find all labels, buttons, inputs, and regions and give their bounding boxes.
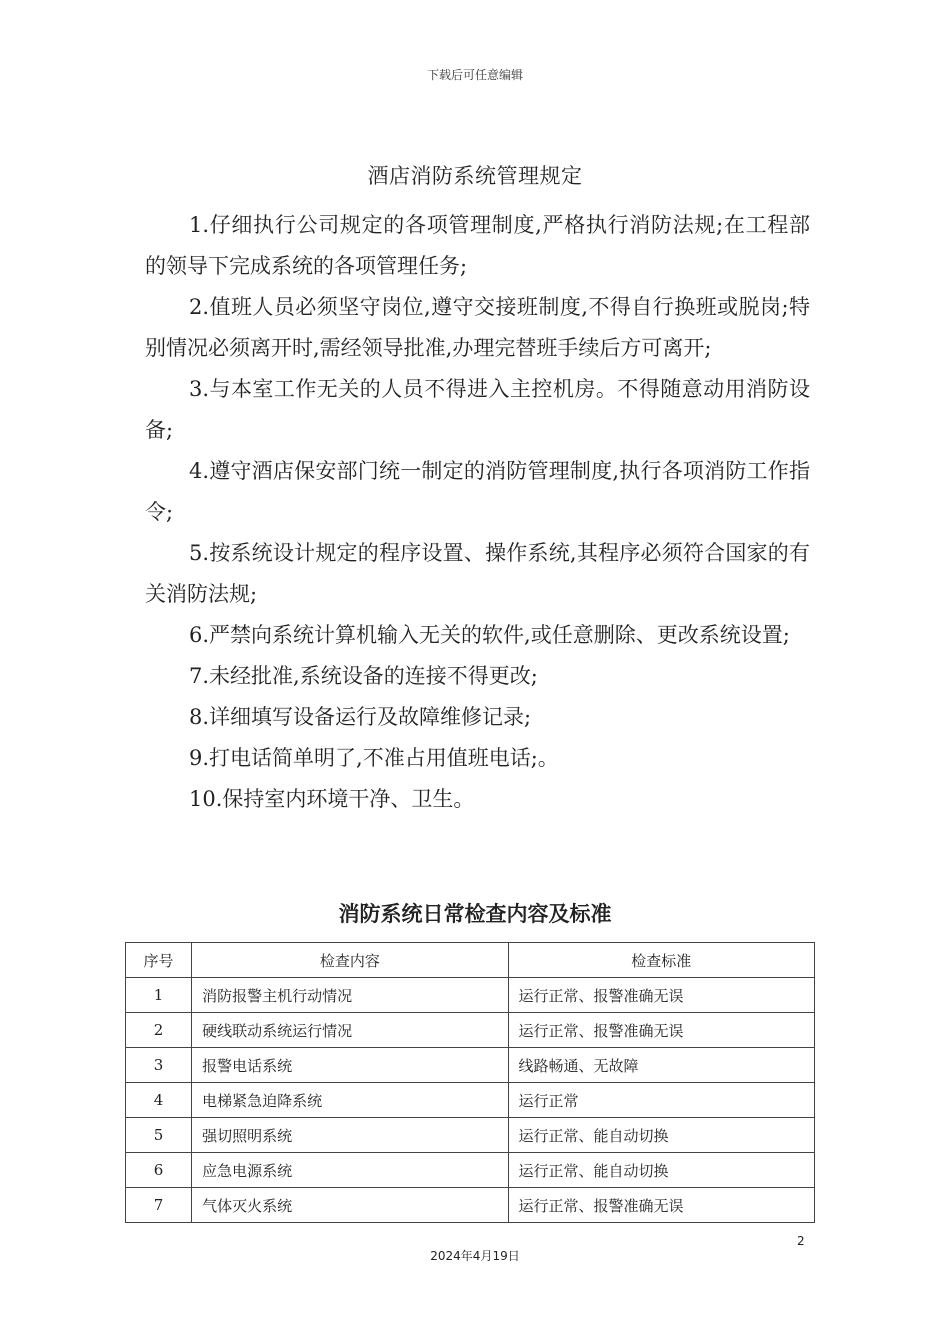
rule-item: 1.仔细执行公司规定的各项管理制度,严格执行消防法规;在工程部的领导下完成系统的各项管理任务; (145, 213, 810, 278)
row-content: 强切照明系统 (192, 1118, 508, 1153)
table-row (126, 1048, 815, 1083)
row-content: 报警电话系统 (192, 1048, 508, 1083)
rule-item: 8.详细填写设备运行及故障维修记录; (189, 705, 532, 729)
table-row (126, 1188, 815, 1223)
table-row (126, 1118, 815, 1153)
rule-item: 6.严禁向系统计算机输入无关的软件,或任意删除、更改系统设置; (189, 623, 790, 647)
inspection-table (125, 942, 815, 1223)
row-standard: 运行正常、报警准确无误 (508, 1013, 814, 1048)
row-standard: 运行正常、能自动切换 (508, 1153, 814, 1188)
row-standard: 线路畅通、无故障 (508, 1048, 814, 1083)
row-standard: 运行正常、报警准确无误 (508, 978, 814, 1013)
row-number: 6 (126, 1153, 192, 1188)
rule-item: 9.打电话简单明了,不准占用值班电话;。 (189, 746, 559, 770)
rule-item: 2.值班人员必须坚守岗位,遵守交接班制度,不得自行换班或脱岗;特别情况必须离开时,需经领导批准,办理完替班手续后方可离开; (145, 295, 810, 360)
table-row (126, 978, 815, 1013)
page-number: 2 (797, 1234, 805, 1248)
rule-item: 3.与本室工作无关的人员不得进入主控机房。不得随意动用消防设备; (145, 377, 810, 442)
row-number: 3 (126, 1048, 192, 1083)
rule-item: 10.保持室内环境干净、卫生。 (189, 787, 475, 811)
header-number: 序号 (126, 943, 192, 978)
table-row (126, 1083, 815, 1118)
row-content: 应急电源系统 (192, 1153, 508, 1188)
row-number: 5 (126, 1118, 192, 1153)
row-number: 1 (126, 978, 192, 1013)
row-number: 7 (126, 1188, 192, 1223)
rule-item: 7.未经批准,系统设备的连接不得更改; (189, 664, 538, 688)
row-number: 4 (126, 1083, 192, 1118)
row-number: 2 (126, 1013, 192, 1048)
row-content: 电梯紧急迫降系统 (192, 1083, 508, 1118)
row-standard: 运行正常、能自动切换 (508, 1118, 814, 1153)
table-row (126, 1153, 815, 1188)
row-content: 消防报警主机行动情况 (192, 978, 508, 1013)
row-standard: 运行正常 (508, 1083, 814, 1118)
row-content: 硬线联动系统运行情况 (192, 1013, 508, 1048)
row-content: 气体灭火系统 (192, 1188, 508, 1223)
table-title: 消防系统日常检查内容及标准 (338, 902, 612, 926)
header-standard: 检查标准 (508, 943, 814, 978)
document-title: 酒店消防系统管理规定 (367, 164, 583, 188)
row-standard: 运行正常、报警准确无误 (508, 1188, 814, 1223)
rules-list (145, 205, 810, 820)
table-row (126, 1013, 815, 1048)
table-header-row (126, 943, 815, 978)
header-note: 下载后可任意编辑 (426, 68, 523, 82)
rule-item: 5.按系统设计规定的程序设置、操作系统,其程序必须符合国家的有关消防法规; (145, 541, 810, 606)
footer-date: 2024年4月19日 (430, 1249, 520, 1263)
rule-item: 4.遵守酒店保安部门统一制定的消防管理制度,执行各项消防工作指令; (145, 459, 810, 524)
header-content: 检查内容 (192, 943, 508, 978)
